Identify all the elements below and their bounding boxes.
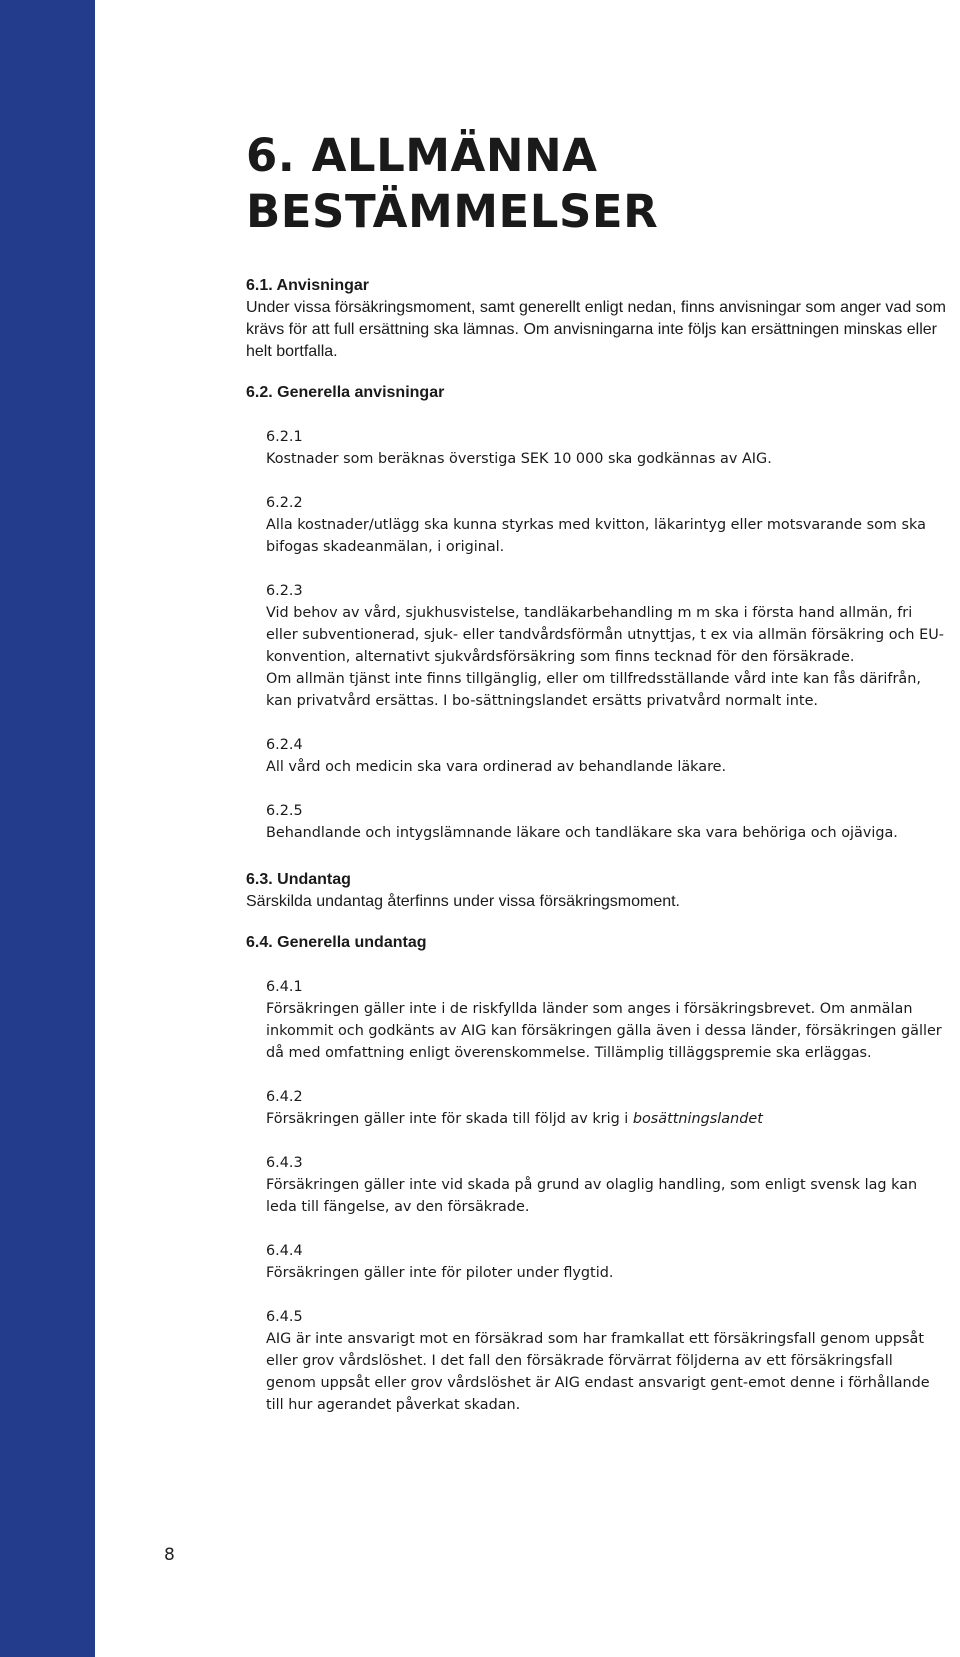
section-body: Under vissa försäkringsmoment, samt generellt enligt nedan, finns anvisningar som anger vad som krävs för att full ersättning ska lämnas. Om anvisningarna inte följs kan ersättningen minskas eller helt bortfalla.: [246, 299, 946, 360]
section-6-2: [246, 381, 946, 844]
subsection-number: 6.4.4: [266, 1243, 303, 1259]
document-content: [246, 128, 946, 1440]
subsection-text: All vård och medicin ska vara ordinerad av behandlande läkare.: [266, 759, 727, 775]
subsection-text: Försäkringen gäller inte vid skada på grund av olaglig handling, som enligt svensk lag kan leda till fängelse, av den försäkrade.: [266, 1177, 918, 1215]
section-body: Särskilda undantag återfinns under vissa försäkringsmoment.: [246, 893, 680, 910]
subsection-text-italic: bosättningslandet: [632, 1111, 763, 1127]
subsection-6-4-2: [266, 1086, 946, 1130]
section-heading: 6.1. Anvisningar: [246, 277, 369, 294]
subsection-6-2-2: [266, 492, 946, 558]
section-heading: 6.4. Generella undantag: [246, 934, 427, 951]
subsection-text: AIG är inte ansvarigt mot en försäkrad som har framkallat ett försäkringsfall genom uppsåt eller grov vårdslöshet. I det fall den försäkrade förvärrat följderna av ett försäkringsfall genom uppsåt eller grov vårdslöshet är AIG endast ansvarigt gent-emot denne i förhållande till hur agerandet påverkat skadan.: [266, 1331, 930, 1413]
subsection-number: 6.2.1: [266, 429, 303, 445]
subsection-number: 6.2.4: [266, 737, 303, 753]
subsection-number: 6.4.3: [266, 1155, 303, 1171]
page-title-line1: 6. ALLMÄNNA: [246, 129, 598, 182]
subsection-text: [266, 1108, 946, 1130]
subsection-number: 6.4.1: [266, 979, 303, 995]
subsection-6-2-4: [266, 734, 946, 778]
blue-sidebar: [0, 0, 95, 1657]
subsection-text: [266, 602, 946, 712]
subsection-paragraph: Om allmän tjänst inte finns tillgänglig, eller om tillfredsställande vård inte kan fås därifrån, kan privatvård ersättas. I bo-sättningslandet ersätts privatvård normalt inte.: [266, 671, 921, 709]
subsection-6-4-5: [266, 1306, 946, 1416]
section-6-3: [246, 868, 946, 913]
section-6-1: [246, 274, 946, 363]
subsection-6-2-3: [266, 580, 946, 712]
subsection-text: Behandlande och intygslämnande läkare och tandläkare ska vara behöriga och ojäviga.: [266, 825, 898, 841]
subsection-text: Försäkringen gäller inte för piloter under flygtid.: [266, 1265, 614, 1281]
subsection-6-2-5: [266, 800, 946, 844]
subsection-text: Kostnader som beräknas överstiga SEK 10 000 ska godkännas av AIG.: [266, 451, 772, 467]
section-heading: 6.2. Generella anvisningar: [246, 384, 445, 401]
subsection-text: Alla kostnader/utlägg ska kunna styrkas med kvitton, läkarintyg eller motsvarande som ska bifogas skadeanmälan, i original.: [266, 517, 926, 555]
subsection-text: Försäkringen gäller inte i de riskfyllda länder som anges i försäkringsbrevet. Om anmälan inkommit och godkänts av AIG kan försäkringen gälla även i dessa länder, försäkringen gäller då med omfattning enligt överenskommelse. Tillämplig tilläggspremie ska erläggas.: [266, 1001, 942, 1061]
section-heading: 6.3. Undantag: [246, 871, 351, 888]
subsection-number: 6.2.2: [266, 495, 303, 511]
subsection-6-2-1: [266, 426, 946, 470]
page-title-line2: BESTÄMMELSER: [246, 185, 659, 238]
subsection-paragraph: Vid behov av vård, sjukhusvistelse, tandläkarbehandling m m ska i första hand allmän, fri eller subventionerad, sjuk- eller tandvårdsförmån utnyttjas, t ex via allmän försäkring och EU-konvention, alternativt sjukvårdsförsäkring som finns tecknad för den försäkrade.: [266, 605, 944, 665]
subsection-number: 6.4.2: [266, 1089, 303, 1105]
section-6-4: [246, 931, 946, 1416]
subsection-number: 6.2.5: [266, 803, 303, 819]
subsection-6-4-1: [266, 976, 946, 1064]
page-title: [246, 128, 946, 240]
subsection-number: 6.2.3: [266, 583, 303, 599]
subsection-number: 6.4.5: [266, 1309, 303, 1325]
page-number: 8: [164, 1545, 175, 1565]
subsection-6-4-4: [266, 1240, 946, 1284]
subsection-text-plain: Försäkringen gäller inte för skada till följd av krig i: [266, 1111, 633, 1127]
subsection-6-4-3: [266, 1152, 946, 1218]
